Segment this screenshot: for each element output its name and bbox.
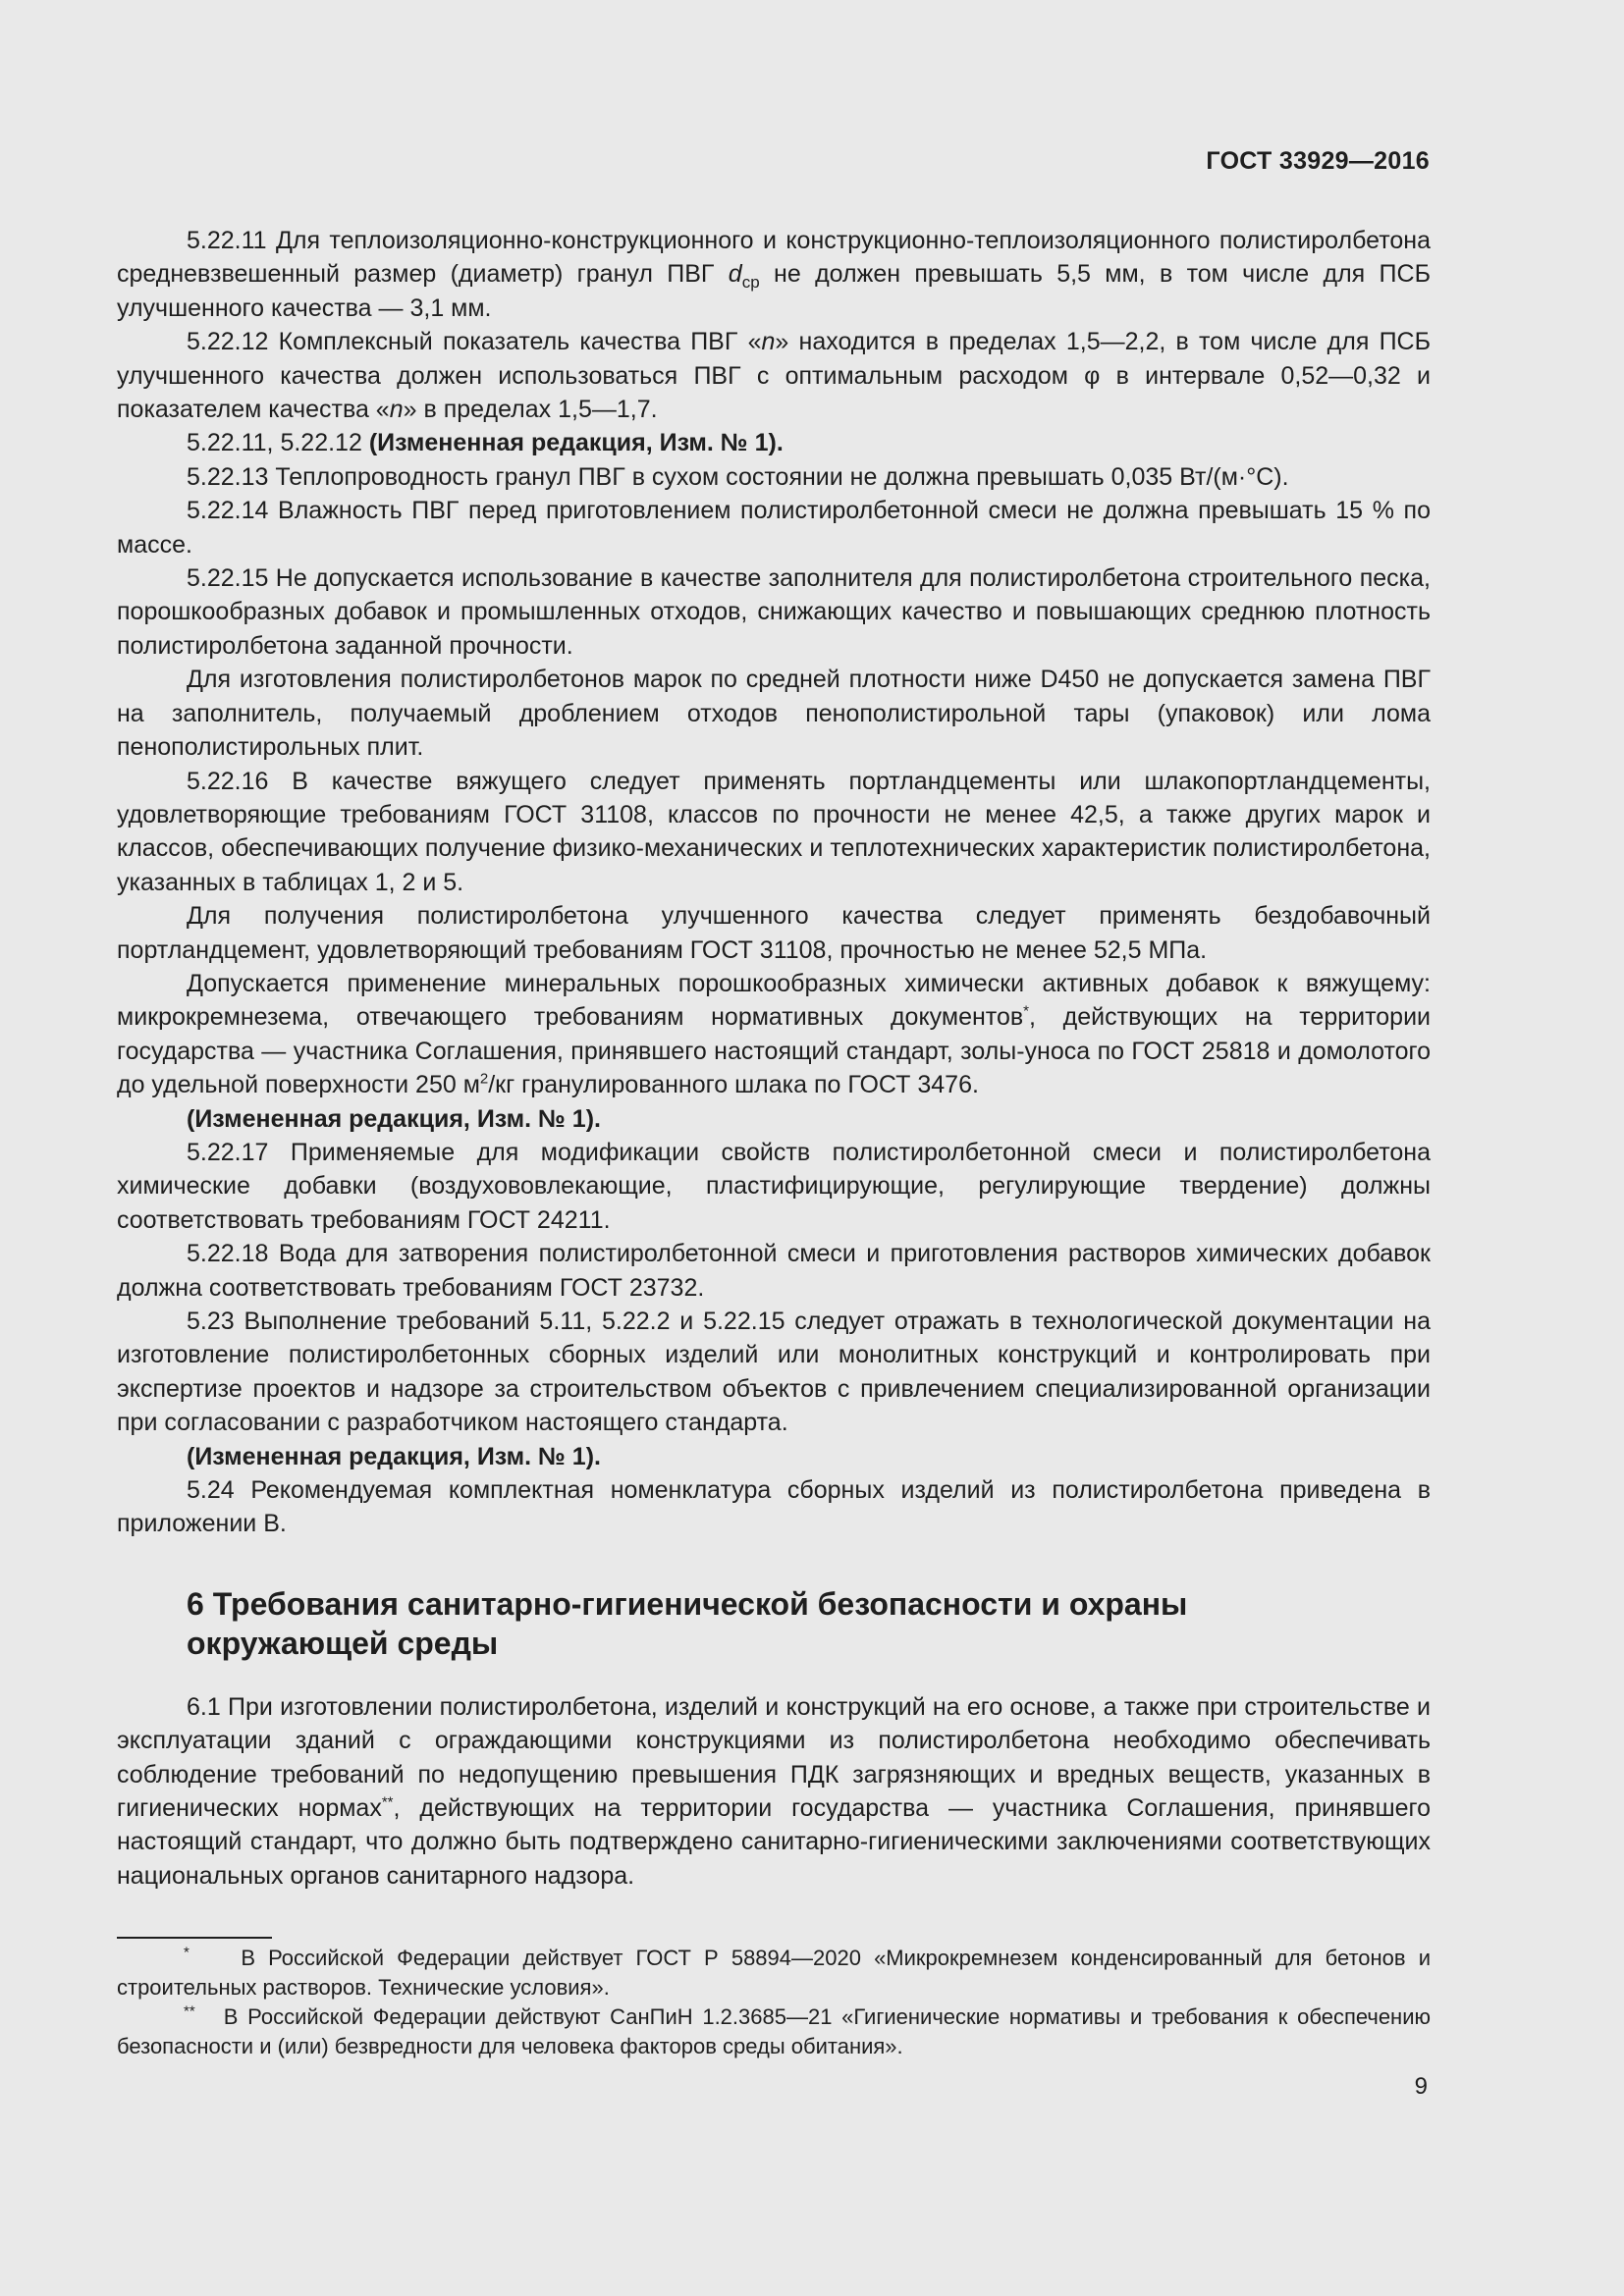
standard-header: ГОСТ 33929—2016 bbox=[1206, 147, 1430, 175]
clause-5-23: 5.23 Выполнение требований 5.11, 5.22.2 и 5.22.15 следует отражать в технологической документации на изготовление полистиролбетонных сборных изделий или монолитных конструкций и контролировать при экспертизе проектов и надзоре за строительством объектов с привлечением специализированной организации при согласовании с разработчиком настоящего стандарта. bbox=[117, 1308, 1431, 1437]
clause-5-22-15: 5.22.15 Не допускается использование в качестве заполнителя для полистиролбетона строительного песка, порошкообразных добавок и промышленных отходов, снижающих качество и повышающих среднюю плотность полистиролбетона заданной прочности. bbox=[117, 564, 1431, 660]
clause-5-24: 5.24 Рекомендуемая комплектная номенклатура сборных изделий из полистиролбетона приведена в приложении В. bbox=[117, 1476, 1431, 1538]
footnote: * В Российской Федерации действует ГОСТ Р 58894—2020 «Микрокремнезем конденсированный для бетонов и строительных растворов. Технические условия». bbox=[117, 1944, 1431, 2000]
footnote-ref: * bbox=[1023, 1003, 1029, 1021]
clause-5-22-17: 5.22.17 Применяемые для модификации свойств полистиролбетонной смеси и полистиролбетона химические добавки (воздухововлекающие, пластифицирующие, регулирующие твердение) должны соответствовать требованиям ГОСТ 24211. bbox=[117, 1138, 1431, 1234]
main-text bbox=[117, 224, 1431, 1893]
clause-5-22-11: 5.22.11 Для теплоизоляционно-конструкционного и конструкционно-теплоизоляционного полистиролбетона средневзвешенный размер (диаметр) гранул ПВГ $d_{ср}$ не должен превышать 5,5 мм, в том числе для ПСБ улучшенного качества — 3,1 мм. bbox=[117, 227, 1431, 322]
amendment-note: (Измененная редакция, Изм. № 1). bbox=[187, 1442, 601, 1470]
amendment-note: (Измененная редакция, Изм. № 1). bbox=[187, 1104, 601, 1133]
clause-5-22-18: 5.22.18 Вода для затворения полистиролбетонной смеси и приготовления растворов химических добавок должна соответствовать требованиям ГОСТ 23732. bbox=[117, 1240, 1431, 1302]
clause-5-22-13: 5.22.13 Теплопроводность гранул ПВГ в сухом состоянии не должна превышать 0,035 Вт/(м·°С). bbox=[187, 462, 1289, 491]
clause-5-22-14: 5.22.14 Влажность ПВГ перед приготовлением полистиролбетонной смеси не должна превышать 15 % по массе. bbox=[117, 497, 1431, 559]
section-heading: 6 Требования санитарно-гигиенической безопасности и охраны окружающей среды bbox=[187, 1585, 1188, 1661]
paragraph: Для получения полистиролбетона улучшенного качества следует применять бездобавочный портландцемент, удовлетворяющий требованиям ГОСТ 31108, прочностью не менее 52,5 МПа. bbox=[117, 902, 1431, 964]
clause-6-1: 6.1 При изготовлении полистиролбетона, изделий и конструкций на его основе, а также при строительстве и эксплуатации зданий с ограждающими конструкциями из полистиролбетона необходимо обеспечивать соблюдение требований по недопущению превышения ПДК загрязняющих и вредных веществ, указанных в гигиенических нормах**, действующих на территории государства — участника Соглашения, принявшего настоящий стандарт, что должно быть подтверждено санитарно-гигиеническими заключениями соответствующих национальных органов санитарного надзора. bbox=[117, 1692, 1432, 1890]
footnote-divider bbox=[117, 1937, 272, 1939]
clause-5-22-16: 5.22.16 В качестве вяжущего следует применять портландцементы или шлакопортландцементы, удовлетворяющие требованиям ГОСТ 31108, классов по прочности не менее 42,5, а также других марок и классов, обеспечивающих получение физико-механических и теплотехнических характеристик полистиролбетона, указанных в таблицах 1, 2 и 5. bbox=[117, 767, 1431, 896]
footnote: ** В Российской Федерации действуют СанПиН 1.2.3685—21 «Гигиенические нормативы и требования к обеспечению безопасности и (или) безвредности для человека факторов среды обитания». bbox=[117, 2002, 1431, 2058]
paragraph: Для изготовления полистиролбетонов марок по средней плотности ниже D450 не допускается замена ПВГ на заполнитель, получаемый дроблением отходов пенополистирольной тары (упаковок) или лома пенополистирольных плит. bbox=[117, 666, 1431, 762]
footnote-ref: ** bbox=[381, 1793, 394, 1811]
page-number: 9 bbox=[1414, 2073, 1428, 2100]
symbol-d: d bbox=[728, 260, 742, 289]
paragraph: Допускается применение минеральных порошкообразных химически активных добавок к вяжущему: микрокремнезема, отвечающего требованиям нормативных документов*, действующих на территории государства — участника Соглашения, принявшего настоящий стандарт, золы-уноса по ГОСТ 25818 и домолотого до удельной поверхности 250 $м^2/кг$ гранулированного шлака по ГОСТ 3476. bbox=[117, 969, 1432, 1099]
clause-5-22-12: 5.22.12 Комплексный показатель качества ПВГ «n» находится в пределах 1,5—2,2, в том числе для ПСБ улучшенного качества должен использоваться ПВГ с оптимальным расходом φ в интервале 0,52—0,32 и показателем качества «n» в пределах 1,5—1,7. bbox=[117, 328, 1432, 424]
footnotes bbox=[117, 1937, 1431, 2061]
symbol-d-subscript: ср bbox=[741, 273, 760, 293]
amendment-note: 5.22.11, 5.22.12 (Измененная редакция, Изм. № 1). bbox=[187, 429, 784, 457]
